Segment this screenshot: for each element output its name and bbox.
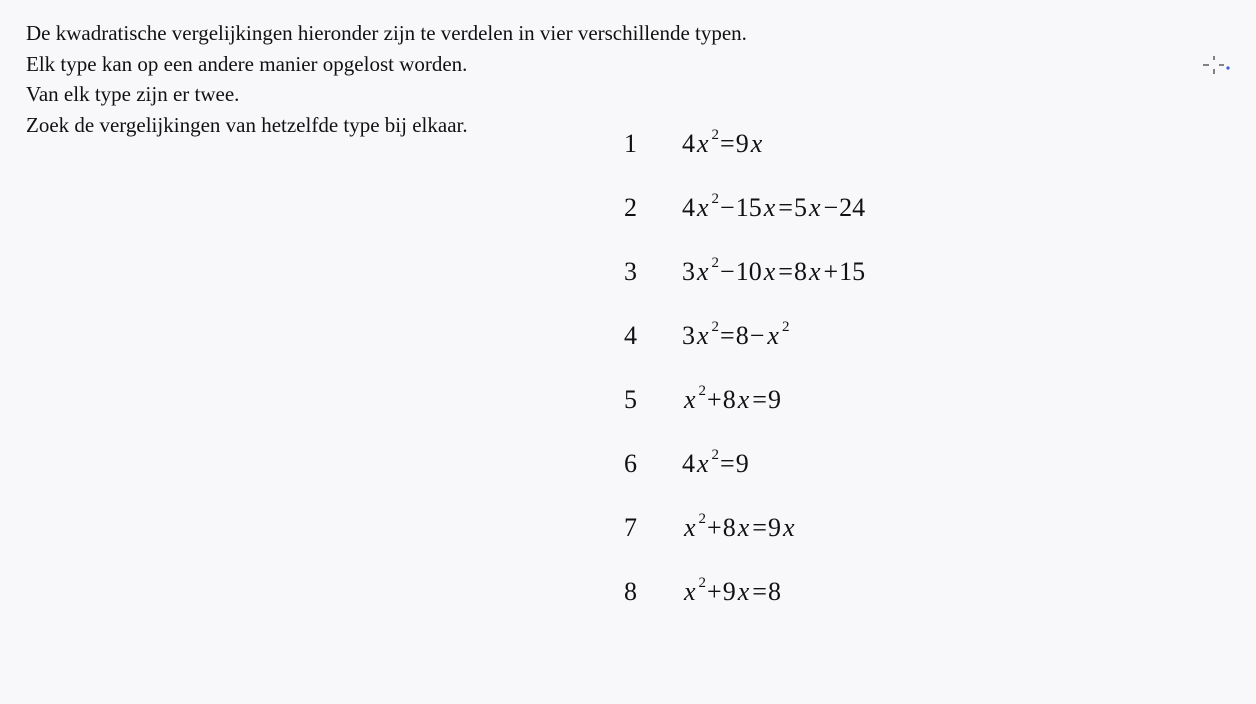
equation-expression: x $^2$+8x =9 [684,383,781,414]
intro-line-2: Elk type kan op een andere manier opgelost worden. [26,51,468,76]
equation-row [624,444,1024,484]
intro-line-4: Zoek de vergelijkingen van hetzelfde type bij elkaar. [26,112,468,137]
equation-number: 6 [624,449,637,478]
equation-expression: 4x $^2$=9x [682,127,763,158]
intro-line-3: Van elk type zijn er twee. [26,82,240,106]
equation-row [624,316,1024,356]
equation-number: 8 [624,577,637,606]
equation-expression: 3x $^2$=8− x $^2$ [682,319,790,350]
equation-number: 7 [624,513,637,542]
equation-number: 4 [624,321,637,350]
equation-expression: 4x $^2$=9 [682,447,749,478]
equation-number: 2 [624,193,637,222]
equation-number: 3 [624,257,637,286]
intro-text [26,18,747,140]
equation-number: 1 [624,129,637,158]
equation-row [624,508,1024,548]
equation-row [624,124,1024,164]
equation-expression: x $^2$+8x =9x [684,511,795,542]
equation-row [624,188,1024,228]
equation-row [624,572,1024,612]
crosshair-cursor-icon [1202,55,1232,81]
equation-row [624,252,1024,292]
equation-row [624,380,1024,420]
equation-number: 5 [624,385,637,414]
equation-expression: 4x $^2$−15x =5x −24 [682,191,866,222]
equation-expression: 3x $^2$−10x =8x +15 [682,255,866,286]
intro-line-1: De kwadratische vergelijkingen hieronder zijn te verdelen in vier verschillende typen. [26,21,747,45]
equation-expression: x $^2$+9x =8 [684,575,781,606]
